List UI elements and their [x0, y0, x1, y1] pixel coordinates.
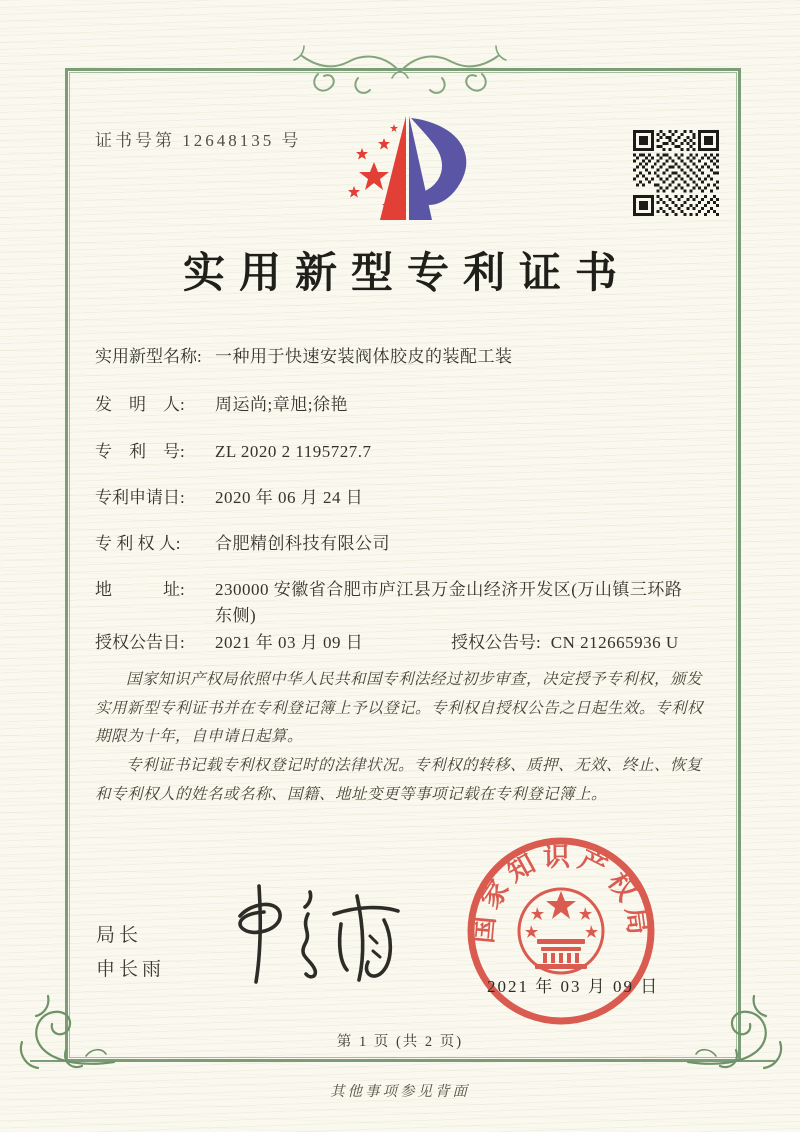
field-inventors	[95, 392, 720, 418]
legal-text	[95, 666, 715, 809]
page-number: 第 1 页 (共 2 页)	[336, 1034, 464, 1050]
certificate-title: 实用新型专利证书	[182, 251, 631, 297]
certificate-number: 证书号第 12648135 号	[95, 131, 302, 150]
field-patentee	[95, 531, 720, 557]
field-name-value: 一种用于快速安装阀体胶皮的装配工装	[215, 347, 513, 366]
field-address-label: 地 址:	[95, 580, 185, 599]
qr-code	[633, 130, 719, 216]
field-filing-date-label: 专利申请日:	[95, 488, 185, 507]
director-name-label: 申长雨	[96, 959, 166, 980]
field-address-value: 230000 安徽省合肥市庐江县万金山经济开发区(万山镇三环路东侧)	[215, 580, 683, 625]
field-grant-number-label: 授权公告号:	[451, 633, 541, 652]
field-patent-number-value: ZL 2020 2 1195727.7	[215, 442, 372, 461]
field-name-label: 实用新型名称:	[95, 347, 202, 366]
field-grant-number	[451, 630, 679, 656]
legal-paragraph-2: 专利证书记载专利权登记时的法律状况。专利权的转移、质押、无效、终止、恢复和专利权人的姓名或名称、国籍、地址变更等事项记载在专利登记簿上。	[95, 757, 703, 803]
cnipa-official-seal	[463, 833, 659, 1029]
field-address	[95, 577, 720, 629]
field-name	[95, 344, 720, 370]
director-role-label: 局长	[96, 925, 143, 946]
back-side-note: 其他事项参见背面	[330, 1084, 470, 1100]
field-inventors-value: 周运尚;章旭;徐艳	[215, 395, 348, 414]
field-filing-date	[95, 485, 720, 511]
field-grant-date-label: 授权公告日:	[95, 633, 185, 652]
field-grant-number-value: CN 212665936 U	[550, 633, 679, 652]
director-handwritten-signature	[222, 880, 422, 990]
field-inventors-label: 发 明 人:	[95, 395, 185, 414]
national-emblem-icon	[519, 889, 603, 973]
cnipa-logo-icon	[332, 112, 484, 228]
field-filing-date-value: 2020 年 06 月 24 日	[215, 488, 364, 507]
legal-paragraph-1: 国家知识产权局依照中华人民共和国专利法经过初步审查，决定授予专利权，颁发实用新型专利证书并在专利登记簿上予以登记。专利权自授权公告之日起生效。专利权期限为十年，自申请日起算。	[95, 671, 704, 746]
field-patentee-label: 专 利 权 人:	[95, 534, 181, 553]
field-patent-number-label: 专 利 号:	[95, 442, 185, 461]
top-center-flourish-ornament	[288, 38, 512, 104]
field-patentee-value: 合肥精创科技有限公司	[215, 534, 390, 553]
field-grant-date-value: 2021 年 03 月 09 日	[215, 633, 364, 652]
field-grant-row	[95, 630, 720, 656]
seal-date: 2021 年 03 月 09 日	[487, 977, 660, 996]
seal-text: 国家知识产权局	[467, 841, 655, 945]
field-patent-number	[95, 439, 720, 465]
